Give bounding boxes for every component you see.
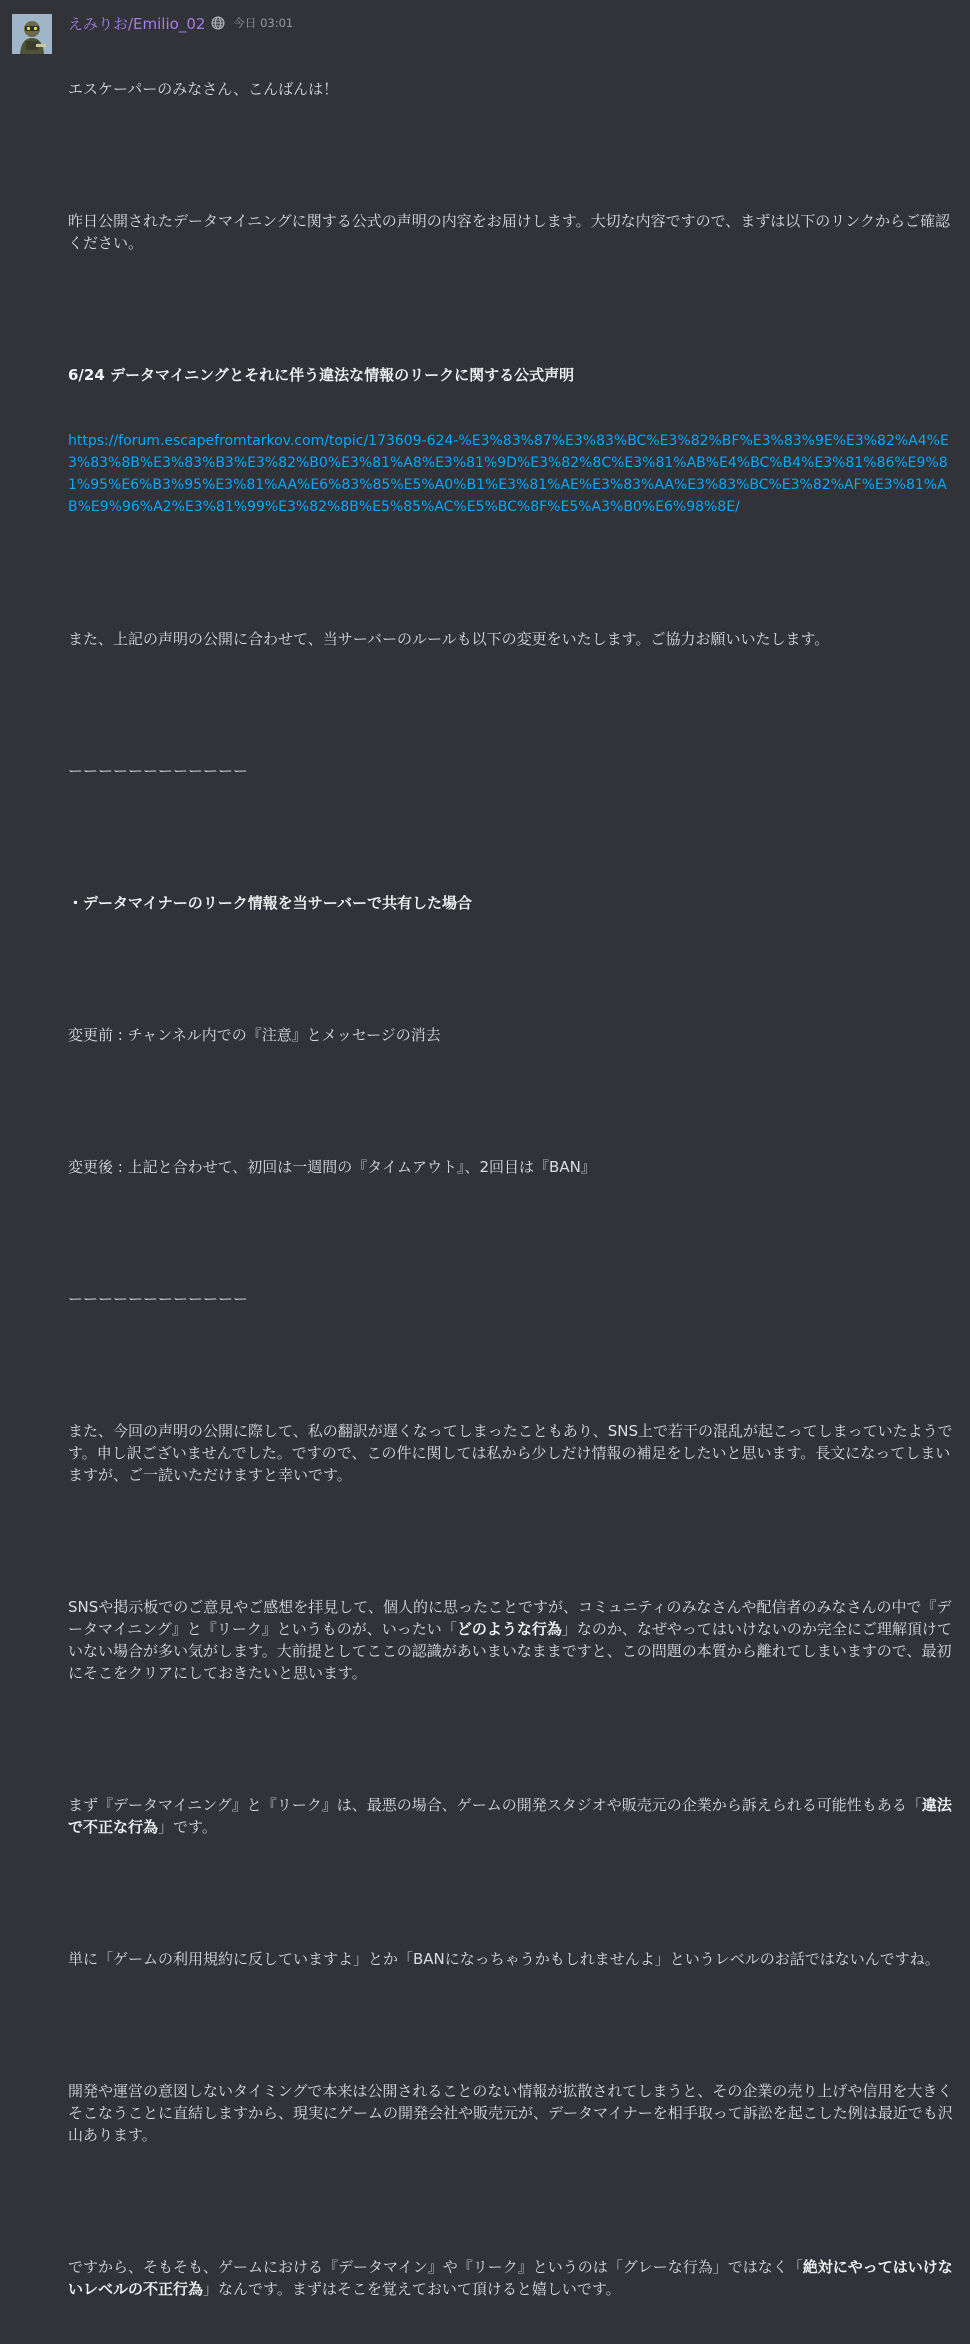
blank-line [68, 298, 954, 320]
simply-paragraph: 単に「ゲームの利用規約に反していますよ」とか「BANになっちゃうかもしれませんよ」というレベルのお話ではないんですね。 [68, 1950, 940, 1968]
final-text-b: 」なんです。まずはそこを覚えておいて頂けると嬉しいです。 [203, 2280, 621, 2298]
rule-before: 変更前 : チャンネル内での『注意』とメッセージの消去 [68, 1026, 441, 1044]
sns-text-a: SNSや掲示板でのご意見やご感想を拝見して、個人的に思ったことですが、コミュニティのみなさんや配信者のみなさんの中で『データマイニング』と『リーク』というものが、いったい「 [68, 1598, 952, 1638]
blank-line [68, 1354, 954, 1376]
blank-line [68, 694, 954, 716]
apology-paragraph: また、今回の声明の公開に際して、私の翻訳が遅くなってしまったこともあり、SNS上で若干の混乱が起こってしまっていたようです。申し訳ございませんでした。ですので、この件に関しては私から少しだけ情報の補足をしたいと思います。長文になってしまいますが、ご一読いただけますと幸いです。 [68, 1422, 953, 1484]
final-paragraph [68, 2256, 954, 2300]
blank-line [68, 1090, 954, 1112]
blank-line [68, 1882, 954, 1904]
worst-bold: 違法で不正な行為 [68, 1796, 952, 1836]
blank-line [68, 1222, 954, 1244]
divider-line: ーーーーーーーーーーーー [68, 1290, 249, 1308]
worst-text-b: 」です。 [158, 1818, 217, 1836]
username[interactable]: えみりお/Emilio_02 [68, 14, 206, 33]
timestamp[interactable]: 今日 03:01 [233, 16, 294, 30]
rule-change-intro: また、上記の声明の公開に合わせて、当サーバーのルールも以下の変更をいたします。ご協力お願いいたします。 [68, 630, 830, 648]
message-content [68, 34, 954, 2344]
blank-line [68, 2190, 954, 2212]
rule-heading-text: ・データマイナーのリーク情報を当サーバーで共有した場合 [68, 894, 472, 912]
worst-case-paragraph [68, 1794, 954, 1838]
globe-icon [211, 16, 225, 30]
sns-paragraph [68, 1596, 954, 1684]
final-text-a: ですから、そもそも、ゲームにおける『データマイン』や『リーク』というのは「グレーな行為」ではなく「 [68, 2258, 803, 2276]
sns-text-b: 」なのか、なぜやってはいけないのか完全にご理解頂けていない場合が多い気がします。大前提としてここの認識があいまいなままですと、この問題の本質から離れてしまいますので、最初にそこをクリアにしておきたいと思います。 [68, 1620, 952, 1682]
intro-paragraph: 昨日公開されたデータマイニングに関する公式の声明の内容をお届けします。大切な内容ですので、まずは以下のリンクからご確認ください。 [68, 212, 951, 252]
message-header [68, 12, 954, 34]
greeting-line: エスケーパーのみなさん、こんばんは！ [68, 80, 339, 98]
divider-line: ーーーーーーーーーーーー [68, 762, 249, 780]
rule-after: 変更後 : 上記と合わせて、初回は一週間の『タイムアウト』、2回目は『BAN』 [68, 1158, 596, 1176]
blank-line [68, 826, 954, 848]
blank-line [68, 1728, 954, 1750]
rule-heading [68, 892, 954, 914]
blank-line [68, 2014, 954, 2036]
worst-text-a: まず『データマイニング』と『リーク』は、最悪の場合、ゲームの開発スタジオや販売元の企業から訴えられる可能性もある「 [68, 1796, 922, 1814]
statement-link[interactable]: https://forum.escapefromtarkov.com/topic/173609-624-%E3%83%87%E3%83%BC%E3%82%BF%E3%83%9E%E3%82%A4%E3%83%8B%E3%83%B3%E3%82%B0%E3%81%A8%E3%81%9D%E3%82%8C%E3%81%AB%E4%BC%B4%E3%81%86%E9%81%95%E6%B3%95%E3%81%AA%E6%83%85%E5%A0%B1%E3%81%AE%E3%83%AA%E3%83%BC%E3%82%AF%E3%81%AB%E9%96%A2%E3%81%99%E3%82%8B%E5%85%AC%E5%BC%8F%E5%A3%B0%E6%98%8E/ [68, 433, 949, 515]
blank-line [68, 1530, 954, 1552]
user-avatar[interactable] [12, 14, 52, 54]
blank-line [68, 958, 954, 980]
statement-title [68, 364, 954, 386]
statement-title-text: 6/24 データマイニングとそれに伴う違法な情報のリークに関する公式声明 [68, 366, 575, 384]
avatar-image [12, 14, 52, 54]
final-bold: 絶対にやってはいけないレベルの不正行為 [68, 2258, 953, 2298]
blank-line [68, 144, 954, 166]
blank-line [68, 562, 954, 584]
lawsuit-paragraph: 開発や運営の意図しないタイミングで本来は公開されることのない情報が拡散されてしまうと、その企業の売り上げや信用を大きくそこなうことに直結しますから、現実にゲームの開発会社や販売元が、データマイナーを相手取って訴訟を起こした例は最近でも沢山あります。 [68, 2082, 953, 2144]
sns-bold: どのような行為 [456, 1620, 562, 1638]
